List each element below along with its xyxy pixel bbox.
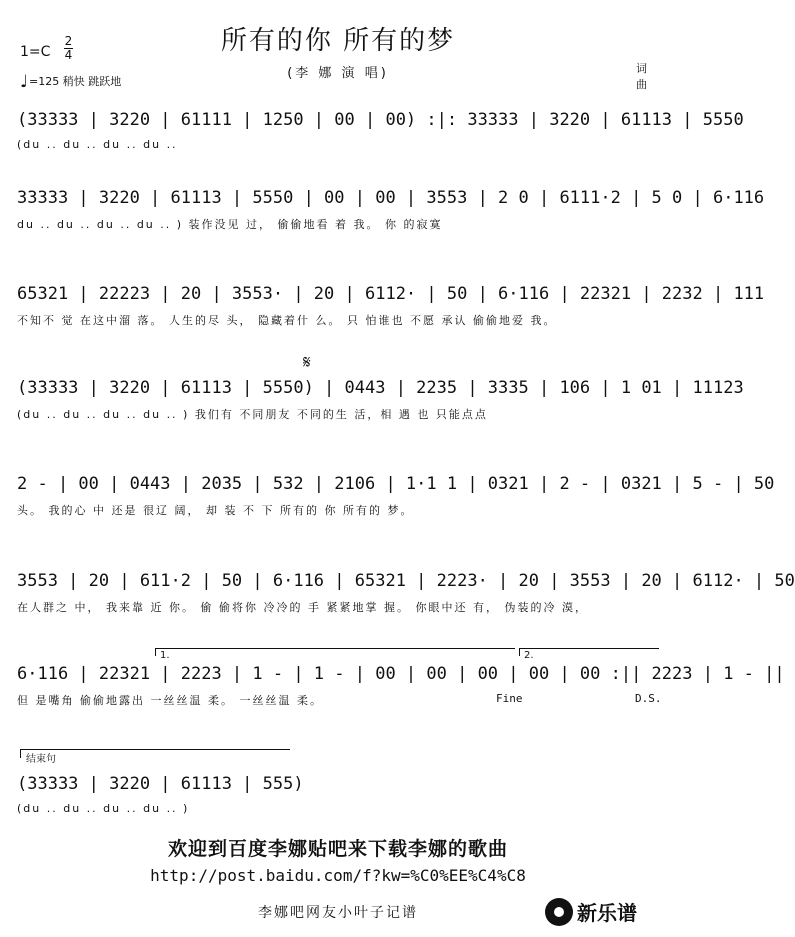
time-signature-bottom: 4 [64, 48, 73, 62]
score-row-2 [0, 182, 765, 252]
composer-label: 曲 [636, 78, 647, 91]
first-ending-bracket [155, 648, 515, 649]
logo-text: 新乐谱 [577, 901, 637, 925]
lyric-line: 但 是嘴角 偷偷地露出 一丝丝温 柔。 一丝丝温 柔。 [17, 694, 323, 707]
notation-line: (33333 | 3220 | 61113 | 5550) | 0443 | 2235 | 3335 | 106 | 1 01 | 11123 [17, 378, 744, 398]
outro-label: 结束句 [26, 754, 56, 765]
lyric-line: 不知不 觉 在这中溜 落。 人生的尽 头， 隐藏着什 么。 只 怕谁也 不愿 承认 偷偷地爱 我。 [17, 314, 557, 327]
notation-line: (33333 | 3220 | 61113 | 555) [17, 774, 304, 794]
welcome-text: 欢迎到百度李娜贴吧来下载李娜的歌曲 [167, 838, 508, 860]
lyric-line: (du .. du .. du .. du .. ) [17, 802, 190, 815]
notation-line: 6·116 | 22321 | 2223 | 1 - | 1 - | 00 | 00 | 00 | 00 | 00 :|| 2223 | 1 - || [17, 664, 785, 684]
score-row-7 [0, 658, 785, 728]
score-row-1 [0, 104, 744, 174]
notation-line: 65321 | 22223 | 20 | 3553· | 20 | 6112· | 50 | 6·116 | 22321 | 2232 | 111 [17, 284, 765, 304]
notation-line: 2 - | 00 | 0443 | 2035 | 532 | 2106 | 1·1 1 | 0321 | 2 - | 0321 | 5 - | 50 [17, 474, 775, 494]
key-signature: 1=C [20, 44, 51, 60]
notation-line: 33333 | 3220 | 61113 | 5550 | 00 | 00 | 3553 | 2 0 | 6111·2 | 5 0 | 6·116 [17, 188, 765, 208]
quarter-note-icon: ♩ [20, 72, 29, 92]
disc-logo-icon [545, 898, 573, 926]
singer-credit: (李 娜 演 唱) [287, 66, 389, 81]
lyric-line: 在人群之 中， 我来靠 近 你。 偷 偷将你 冷冷的 手 紧紧地掌 握。 你眼中还 有， 伪装的冷 漠， [17, 601, 588, 614]
time-signature [64, 36, 73, 61]
lyricist-label: 词 [636, 62, 647, 75]
first-ending-label: 1. [160, 650, 170, 661]
ds-marking: D.S. [635, 692, 662, 705]
forum-url[interactable]: http://post.baidu.com/f?kw=%C0%EE%C4%C8 [150, 866, 526, 885]
second-ending-label: 2. [524, 650, 534, 661]
notation-line: (33333 | 3220 | 61111 | 1250 | 00 | 00) :|: 33333 | 3220 | 61113 | 5550 [17, 110, 744, 130]
score-row-4 [0, 372, 744, 442]
second-ending-tick [519, 648, 520, 656]
fine-marking: Fine [496, 692, 523, 705]
xinyuepu-logo [545, 897, 637, 926]
score-row-6 [0, 565, 795, 635]
tempo-text: =125 稍快 跳跃地 [29, 75, 122, 88]
song-title: 所有的你 所有的梦 [220, 26, 456, 56]
lyric-line: (du .. du .. du .. du .. ) 我们有 不同朋友 不同的生 活，相 遇 也 只能点点 [17, 408, 488, 421]
second-ending-bracket [519, 648, 659, 649]
transcriber-credit: 李娜吧网友小叶子记谱 [258, 905, 418, 921]
lyric-line: (du .. du .. du .. du .. [17, 138, 178, 151]
time-signature-top: 2 [64, 34, 73, 48]
outro-bracket-tick [20, 749, 21, 758]
score-row-8 [0, 768, 676, 838]
notation-line: 3553 | 20 | 611·2 | 50 | 6·116 | 65321 | 2223· | 20 | 3553 | 20 | 6112· | 50 [17, 571, 795, 591]
first-ending-tick [155, 648, 156, 656]
lyric-line: 头。 我的心 中 还是 很辽 阔， 却 装 不 下 所有的 你 所有的 梦。 [17, 504, 414, 517]
lyric-line: du .. du .. du .. du .. ) 装作没见 过， 偷偷地看 着 我。 你 的寂寞 [17, 218, 443, 231]
score-row-3 [0, 278, 765, 348]
tempo-marking [20, 72, 121, 92]
segno-icon: 𝄋 [303, 352, 311, 373]
outro-bracket [20, 749, 290, 750]
score-row-5 [0, 468, 775, 538]
